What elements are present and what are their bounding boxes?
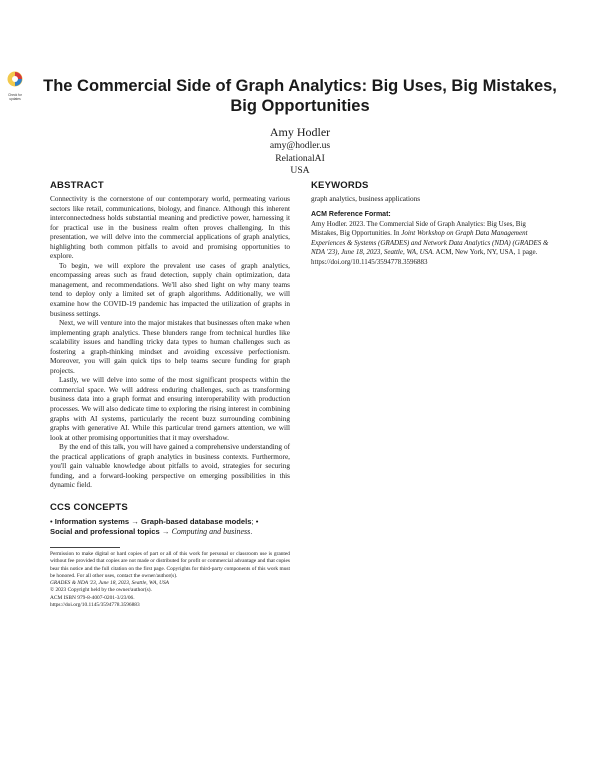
keywords-text: graph analytics, business applications [311,195,421,203]
reference-venue: Joint Workshop on Graph Data Management Experiences & Systems (GRADES) and Network Data Analytics (NDA) (GRADES & NDA '23), June 18, 2023, Seattle, WA, USA. [311,229,549,257]
badge-line1: Check for [8,93,22,97]
footnote-divider [50,547,120,548]
ccs-arrow-2: → [161,526,170,536]
venue-line: GRADES & NDA '23, June 18, 2023, Seattle, WA, USA [50,580,169,587]
reference-format-text [311,220,551,268]
badge-line2: updates [9,96,21,101]
ccs-concept-2: Computing and business [171,526,251,536]
ccs-concepts-text [50,517,290,537]
abstract-paragraph-3: Next, we will venture into the major mistakes that businesses often make when implementing graph analytics. These blunders range from technical hurdles like scalability issues and handling tricky data types to human challenges such as fostering a graph-thinking mindset and avoiding excessive perfectionism. Moreover, you will gain quick tips to help teams secure funding for graph projects. [50,319,290,375]
left-column [50,180,290,609]
abstract-paragraph-5: By the end of this talk, you will have gained a comprehensive understanding of the practical applications of graph analytics in business contexts. Furthermore, you'll gain valuable knowledge about pitfalls to avoid, strategies for securing funding, and a forward-looking perspective on emerging possibilities in this dynamic field. [50,443,290,490]
ccs-end: . [250,526,253,536]
abstract-paragraph-2: To begin, we will explore the prevalent use cases of graph analytics, encompassing areas such as fraud detection, supply chain optimization, data management, and recommendations. We'll also shed light on why many teams tend to deploy only a limited set of graph algorithms. Additionally, we will examine how the COVID-19 pandemic has impacted the utilization of graphs in business settings. [50,261,290,318]
title-line-2: Big Opportunities [230,97,370,115]
author-name: Amy Hodler [269,125,331,139]
copyright-line: © 2023 Copyright held by the owner/author(s). [50,587,152,594]
acm-artifact-badge-icon [3,70,27,90]
reference-part-1: Amy Hodler. 2023. The Commercial Side of Graph Analytics: Big Uses, Big Mistakes, Big Opportunities. In [311,219,526,238]
author-affiliation: RelationalAI [275,152,325,164]
paper-title [40,76,560,116]
author-country: USA [290,165,310,176]
ccs-concepts-section [50,502,290,537]
author-email[interactable]: amy@hodler.us [269,140,331,151]
permission-notice: Permission to make digital or hard copies of part or all of this work for personal or classroom use is granted without fee provided that copies are not made or distributed for profit or commercial advantage and that copies bear this notice and the full citation on the first page. Copyrights for third-party components of this work must be honored. For all other uses, contact the owner/author(s). [50,550,290,579]
ccs-category-1: Information systems [54,516,130,526]
ccs-bullet-2: • [255,516,259,526]
title-block [40,76,560,116]
reference-format-heading: ACM Reference Format: [311,210,391,218]
title-line-1: The Commercial Side of Graph Analytics: Big Uses, Big Mistakes, [43,77,557,95]
author-block [150,125,450,178]
keywords-heading: KEYWORDS [311,180,369,191]
isbn-line: ACM ISBN 979-8-4007-0201-3/23/06. [50,594,135,601]
abstract-heading: ABSTRACT [50,180,104,191]
ccs-arrow-1: → [131,516,139,526]
ccs-category-2: Social and professional topics [50,526,160,536]
abstract-paragraph-1: Connectivity is the cornerstone of our contemporary world, permeating various sectors like retail, communications, biology, and finance. Although this inherent interconnectedness holds substantial meaning and predictive power, harnessing it for practical use in the business realm often proves challenging. In this presentation, we will delve into the commercial applications of graph analytics, highlighting both common pitfalls to avoid and promising opportunities to explore. [50,195,290,261]
doi-link[interactable]: https://doi.org/10.1145/3594778.3596883 [50,602,140,609]
check-for-updates-badge[interactable] [3,70,27,101]
right-column [311,180,551,267]
reference-part-2[interactable]: ACM, New York, NY, USA, 1 page. https://doi.org/10.1145/3594778.3596883 [311,248,538,266]
abstract-paragraph-4: Lastly, we will delve into some of the most significant prospects within the commercial space. We will address enduring challenges, such as transforming business data into a graph format and ensuring interoperability with production processes. We will also dedicate time to exploring the rising interest in combining graphs with AI systems, particularly the recent buzz surrounding combining graphs with generative AI. While this particular trend garners attention, we will look at other promising opportunities that it may overshadow. [50,376,290,442]
ccs-heading: CCS CONCEPTS [50,501,128,513]
ccs-separator: ; [251,516,254,526]
ccs-bullet-1: • [50,516,53,526]
ccs-concept-1: Graph-based database models [140,516,252,526]
